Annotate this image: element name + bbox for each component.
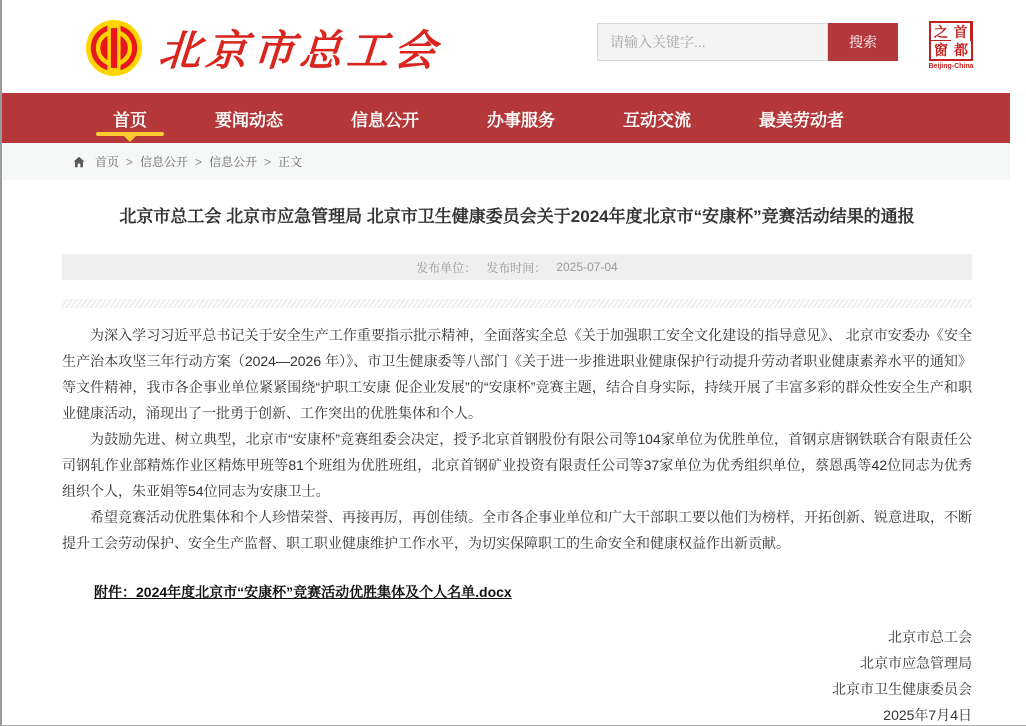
nav-item-label: 首页	[113, 110, 147, 130]
search-input[interactable]	[597, 23, 828, 61]
breadcrumb-item[interactable]: 正文	[278, 155, 303, 169]
breadcrumb-item[interactable]: 信息公开	[140, 155, 189, 169]
publish-time-label: 发布时间：	[486, 260, 547, 275]
article	[2, 204, 1010, 726]
nav-item-label: 办事服务	[487, 110, 555, 130]
attachment-link[interactable]: 附件：2024年度北京市“安康杯”竞赛活动优胜集体及个人名单.docx	[94, 584, 512, 600]
nav-item[interactable]	[460, 93, 582, 143]
article-paragraph: 希望竞赛活动优胜集体和个人珍惜荣誉、再接再厉，再创佳绩。全市各企事业单位和广大干部职工要以他们为榜样，开拓创新、锐意进取，不断提升工会劳动保护、安全生产监督、职工职业健康维护工作水平，为切实保障职工的生命安全和健康权益作出新贡献。	[62, 509, 972, 551]
signature-block	[62, 624, 972, 726]
breadcrumb-item[interactable]: 信息公开	[209, 155, 258, 169]
article-paragraph: 为鼓励先进、树立典型，北京市“安康杯”竞赛组委会决定，授予北京首钢股份有限公司等104家单位为优胜单位，首钢京唐钢铁联合有限责任公司钢轧作业部精炼作业区精炼甲班等81个班组为优胜班组，北京首钢矿业投资有限责任公司等37家单位为优秀组织单位，蔡恩禹等42位同志为优秀组织个人，朱亚娟等54位同志为安康卫士。	[62, 431, 972, 499]
nav-item-label: 最美劳动者	[759, 110, 844, 130]
seal-character: 窗	[934, 42, 948, 58]
main-nav	[2, 93, 1010, 143]
breadcrumb	[2, 143, 1010, 180]
search-button[interactable]: 搜索	[828, 23, 898, 61]
publish-time-value: 2025-07-04	[556, 260, 618, 274]
home-icon[interactable]	[73, 156, 85, 168]
signature-line: 北京市卫生健康委员会	[832, 681, 972, 697]
breadcrumb-separator: >	[195, 154, 203, 169]
breadcrumb-separator: >	[126, 154, 134, 169]
signature-line: 北京市应急管理局	[860, 655, 972, 671]
union-emblem-icon	[85, 19, 143, 77]
breadcrumb-trail	[95, 153, 302, 170]
nav-item[interactable]	[732, 93, 871, 143]
breadcrumb-separator: >	[264, 154, 272, 169]
active-tab-indicator	[96, 132, 164, 136]
nav-item[interactable]	[596, 93, 718, 143]
seal-character: 首	[951, 23, 971, 41]
nav-item[interactable]	[188, 93, 310, 143]
site-logo-text: 北京市总工会	[157, 26, 443, 75]
signature-line: 2025年7月4日	[883, 707, 972, 723]
nav-item-label: 互动交流	[623, 110, 691, 130]
article-meta-bar	[62, 254, 972, 280]
capital-window-seal[interactable]	[926, 21, 976, 70]
article-paragraph: 为深入学习习近平总书记关于安全生产工作重要指示批示精神，全面落实全总《关于加强职工安全文化建设的指导意见》、 北京市安委办《安全生产治本攻坚三年行动方案（2024—2026 年）》、市卫生健康委等八部门《关于进一步推进职业健康保护行动提升劳动者职业健康素养水平的通知》等文件精神，我市各企事业单位紧紧围绕“护职工安康 促企业发展”的“安康杯”竞赛主题，结合自身实际，持续开展了丰富多彩的群众性安全生产和职业健康活动，涌现出了一批勇于创新、工作突出的优胜集体和个人。	[62, 327, 972, 421]
search-bar	[597, 23, 898, 61]
signature-line: 北京市总工会	[888, 629, 972, 645]
hatched-divider	[62, 299, 972, 308]
article-body	[62, 322, 972, 556]
nav-item-label: 要闻动态	[215, 110, 283, 130]
seal-icon	[929, 21, 973, 61]
nav-item[interactable]	[86, 93, 174, 143]
seal-character: 都	[954, 42, 968, 58]
site-header	[2, 0, 1010, 93]
article-title: 北京市总工会 北京市应急管理局 北京市卫生健康委员会关于2024年度北京市“安康杯”竞赛活动结果的通报	[119, 207, 915, 226]
publisher-label: 发布单位：	[416, 260, 477, 275]
seal-caption: Beijing-China	[928, 63, 974, 70]
nav-item-label: 信息公开	[351, 110, 419, 130]
nav-item[interactable]	[324, 93, 446, 143]
seal-character: 之	[931, 23, 951, 41]
breadcrumb-item[interactable]: 首页	[95, 155, 120, 169]
site-logo[interactable]	[85, 18, 441, 78]
attachment-row	[62, 582, 972, 602]
